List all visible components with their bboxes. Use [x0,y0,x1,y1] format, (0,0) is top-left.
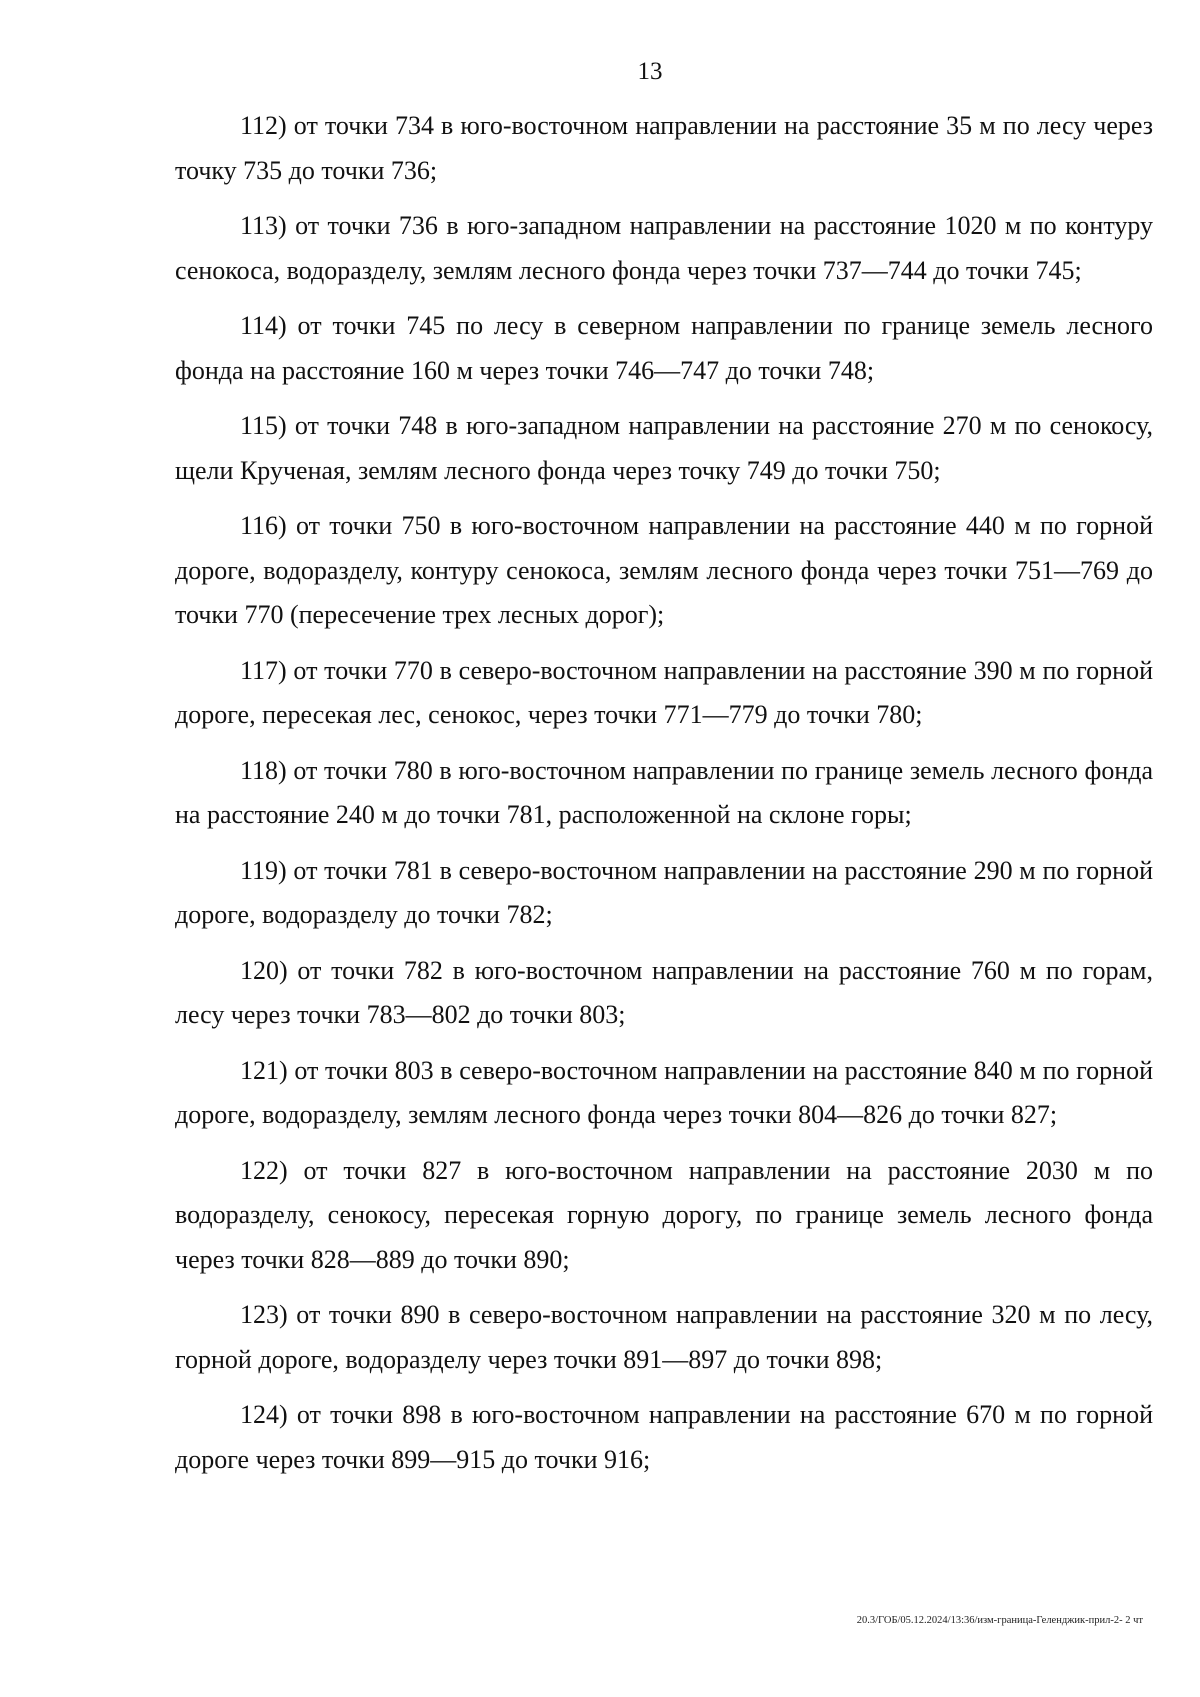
list-item: 118) от точки 780 в юго-восточном направлении по границе земель лесного фонда на расстояние 240 м до точки 781, расположенной на склоне горы; [175,755,1153,829]
list-item: 119) от точки 781 в северо-восточном направлении на расстояние 290 м по горной дороге, водоразделу до точки 782; [175,855,1153,929]
list-item: 113) от точки 736 в юго-западном направлении на расстояние 1020 м по контуру сенокоса, водоразделу, землям лесного фонда через точки 737—744 до точки 745; [175,211,1153,285]
list-item: 114) от точки 745 по лесу в северном направлении по границе земель лесного фонда на расстояние 160 м через точки 746—747 до точки 748; [175,311,1153,385]
list-item: 122) от точки 827 в юго-восточном направлении на расстояние 2030 м по водоразделу, сенокосу, пересекая горную дорогу, по границе земель лесного фонда через точки 828—889 до точки 890; [175,1155,1153,1274]
page-number: 13 [637,58,663,85]
list-item: 120) от точки 782 в юго-восточном направлении на расстояние 760 м по горам, лесу через точки 783—802 до точки 803; [175,955,1153,1029]
list-item: 116) от точки 750 в юго-восточном направлении на расстояние 440 м по горной дороге, водоразделу, контуру сенокоса, землям лесного фонда через точки 751—769 до точки 770 (пересечение трех лесных дорог); [175,511,1153,629]
list-item: 112) от точки 734 в юго-восточном направлении на расстояние 35 м по лесу через точку 735 до точки 736; [175,111,1153,185]
list-item: 121) от точки 803 в северо-восточном направлении на расстояние 840 м по горной дороге, водоразделу, землям лесного фонда через точки 804—826 до точки 827; [175,1055,1153,1129]
document-body [175,104,1153,1493]
list-item: 123) от точки 890 в северо-восточном направлении на расстояние 320 м по лесу, горной дороге, водоразделу через точки 891—897 до точки 898; [175,1300,1153,1374]
document-footer: 20.3/ГОБ/05.12.2024/13:36/изм-граница-Геленджик-прил-2- 2 чт [856,1615,1143,1626]
list-item: 117) от точки 770 в северо-восточном направлении на расстояние 390 м по горной дороге, пересекая лес, сенокос, через точки 771—779 до точки 780; [175,655,1153,729]
list-item: 124) от точки 898 в юго-восточном направлении на расстояние 670 м по горной дороге через точки 899—915 до точки 916; [175,1400,1153,1474]
list-item: 115) от точки 748 в юго-западном направлении на расстояние 270 м по сенокосу, щели Крученая, землям лесного фонда через точку 749 до точки 750; [175,411,1153,485]
